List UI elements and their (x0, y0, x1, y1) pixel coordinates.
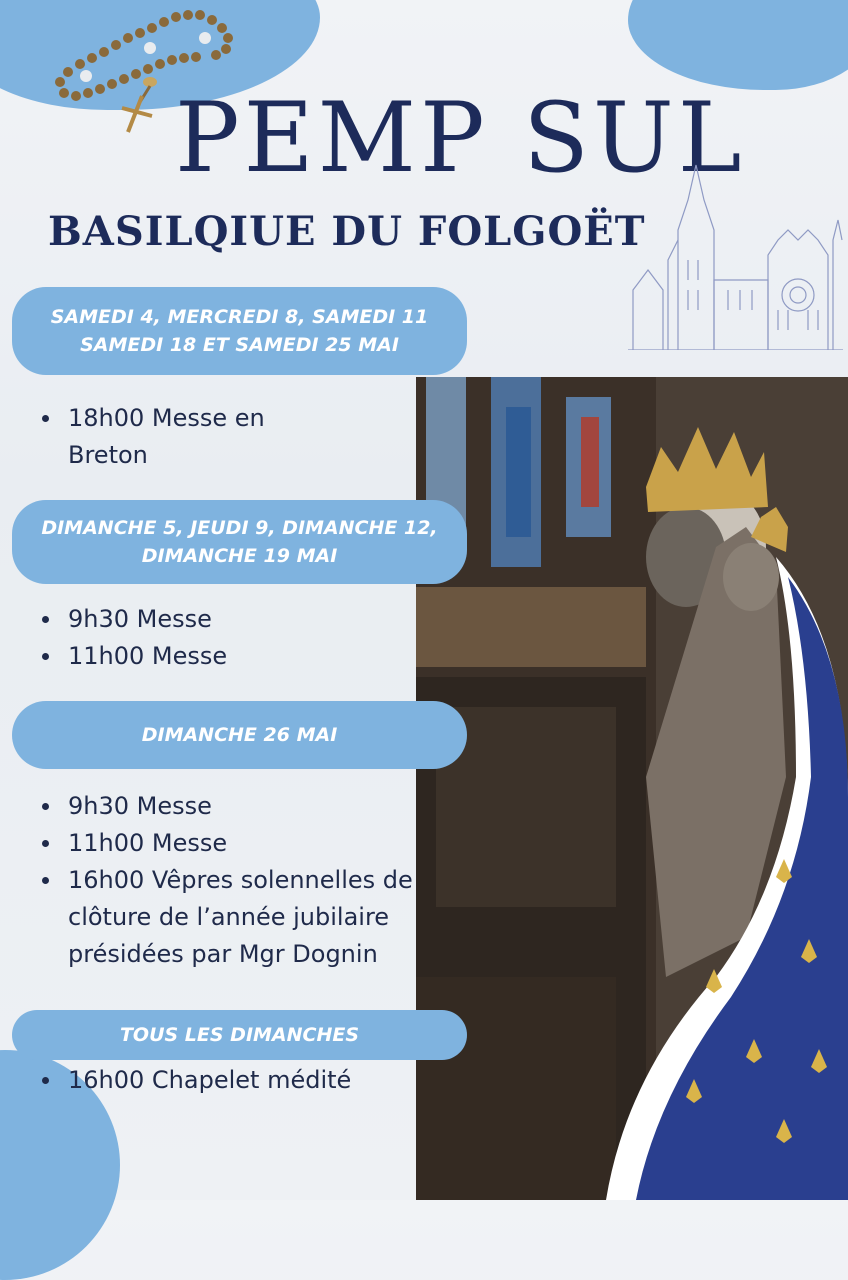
schedule-list-4 (40, 1062, 420, 1099)
virgin-statue-photo (416, 377, 848, 1200)
schedule-heading-3 (12, 701, 467, 769)
schedule-list-1 (40, 400, 340, 474)
list-item: 9h30 Messe (40, 788, 420, 825)
schedule-heading-line: SAMEDI 18 ET SAMEDI 25 MAI (80, 334, 399, 356)
page-subtitle: BASILQIUE DU FOLGOËT (48, 208, 646, 255)
schedule-heading-line: DIMANCHE 5, JEUDI 9, DIMANCHE 12, (41, 517, 438, 539)
basilica-drawing (628, 160, 843, 350)
schedule-heading-4 (12, 1010, 467, 1060)
list-item: 11h00 Messe (40, 825, 420, 862)
decorative-blob-top-right (628, 0, 848, 90)
schedule-heading-line: TOUS LES DIMANCHES (119, 1024, 360, 1046)
list-item: 18h00 Messe en Breton (40, 400, 340, 474)
schedule-heading-1 (12, 287, 467, 375)
schedule-list-3 (40, 788, 420, 973)
list-item: 9h30 Messe (40, 601, 420, 638)
page-title: PEMP SUL (175, 82, 746, 194)
list-item: 16h00 Vêpres solennelles de clôture de l’année jubilaire présidées par Mgr Dognin (40, 862, 420, 973)
schedule-heading-line: DIMANCHE 26 MAI (141, 724, 338, 746)
list-item: 16h00 Chapelet médité (40, 1062, 420, 1099)
schedule-heading-line: SAMEDI 4, MERCREDI 8, SAMEDI 11 (50, 306, 429, 328)
list-item: 11h00 Messe (40, 638, 420, 675)
schedule-heading-2 (12, 500, 467, 584)
schedule-list-2 (40, 601, 420, 675)
schedule-heading-line: DIMANCHE 19 MAI (141, 545, 338, 567)
